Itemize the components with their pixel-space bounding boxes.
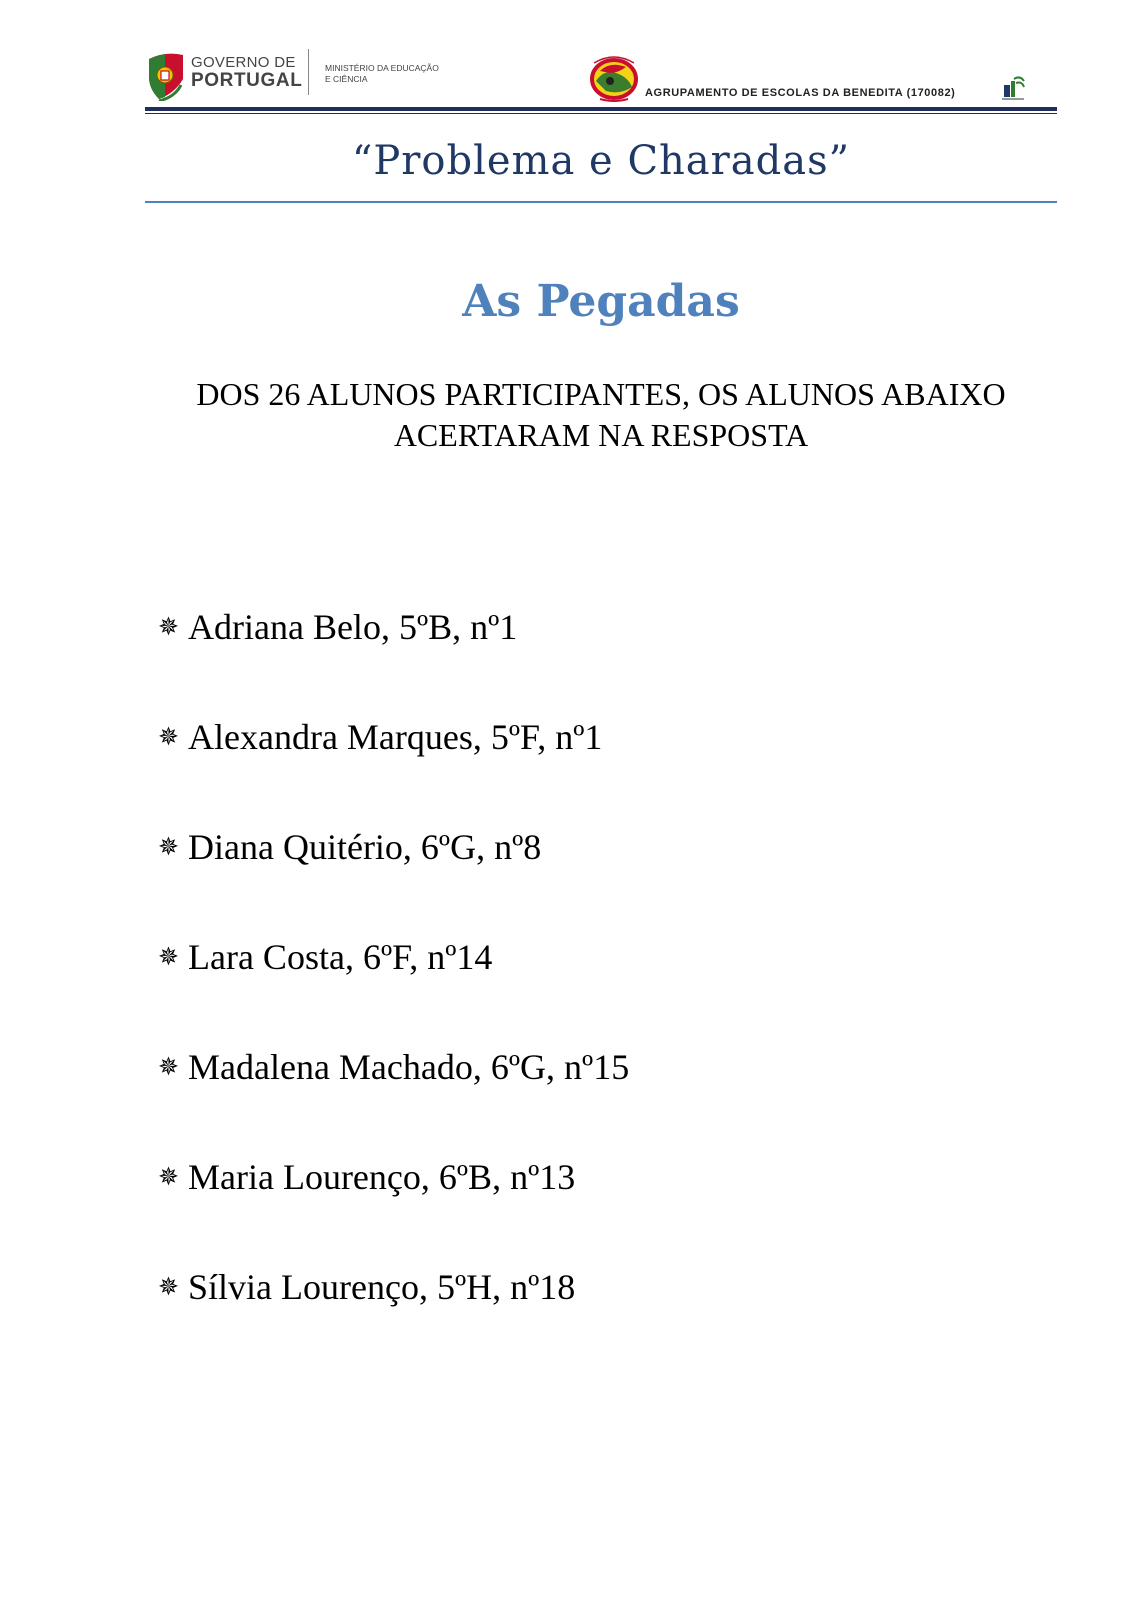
student-entry: Sílvia Lourenço, 5ºH, nº18 bbox=[188, 1267, 576, 1307]
star-bullet-icon: ✵ bbox=[158, 832, 179, 861]
portugal-government-logo-icon bbox=[145, 49, 187, 101]
gov-line-2: PORTUGAL bbox=[191, 70, 303, 91]
student-entry: Maria Lourenço, 6ºB, nº13 bbox=[188, 1157, 576, 1197]
student-list bbox=[158, 605, 629, 1375]
list-item bbox=[158, 1155, 629, 1265]
government-wordmark bbox=[191, 55, 302, 90]
star-bullet-icon: ✵ bbox=[158, 1162, 179, 1191]
intro-line-1: DOS 26 ALUNOS PARTICIPANTES, OS ALUNOS ABAIXO bbox=[196, 376, 1006, 412]
header-divider bbox=[308, 49, 309, 95]
school-name: AGRUPAMENTO DE ESCOLAS DA BENEDITA (170082) bbox=[645, 87, 956, 99]
star-bullet-icon: ✵ bbox=[158, 722, 179, 751]
star-bullet-icon: ✵ bbox=[158, 1052, 179, 1081]
intro-line-2: ACERTARAM NA RESPOSTA bbox=[393, 417, 809, 453]
intro-text bbox=[145, 374, 1057, 456]
document-title: “Problema e Charadas” bbox=[351, 138, 851, 184]
star-bullet-icon: ✵ bbox=[158, 942, 179, 971]
student-entry: Madalena Machado, 6ºG, nº15 bbox=[188, 1047, 630, 1087]
school-logo-icon bbox=[586, 51, 642, 103]
list-item bbox=[158, 715, 629, 825]
ministry-line-1: MINISTÉRIO DA EDUCAÇÃO bbox=[325, 63, 439, 73]
student-entry: Alexandra Marques, 5ºF, nº1 bbox=[188, 717, 603, 757]
ministry-name bbox=[325, 63, 439, 85]
list-item bbox=[158, 1265, 629, 1375]
header-rule-thick bbox=[145, 107, 1057, 111]
student-entry: Adriana Belo, 5ºB, nº1 bbox=[188, 607, 518, 647]
section-heading: As Pegadas bbox=[462, 276, 740, 327]
star-bullet-icon: ✵ bbox=[158, 1272, 179, 1301]
gov-line-1: GOVERNO DE bbox=[191, 54, 296, 71]
page-header bbox=[145, 45, 1057, 115]
list-item bbox=[158, 1045, 629, 1155]
title-underline bbox=[145, 201, 1057, 203]
star-bullet-icon: ✵ bbox=[158, 612, 179, 641]
student-entry: Diana Quitério, 6ºG, nº8 bbox=[188, 827, 542, 867]
student-entry: Lara Costa, 6ºF, nº14 bbox=[188, 937, 493, 977]
header-rule-thin bbox=[145, 113, 1057, 114]
ministry-line-2: E CIÊNCIA bbox=[325, 74, 368, 84]
school-emblem-icon bbox=[1000, 75, 1026, 103]
list-item bbox=[158, 605, 629, 715]
list-item bbox=[158, 935, 629, 1045]
list-item bbox=[158, 825, 629, 935]
